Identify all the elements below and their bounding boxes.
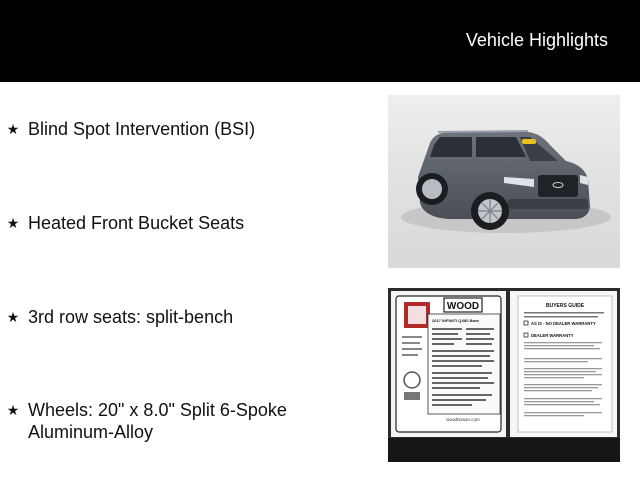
- dealer-warranty-option-text: DEALER WARRANTY: [531, 333, 574, 338]
- buyers-guide-title: BUYERS GUIDE: [545, 303, 585, 309]
- window-sticker-photo: [388, 288, 620, 462]
- vehicle-photo: [388, 95, 620, 268]
- vehicle-title-text: 2017 INFINITI QX80 Base: [432, 318, 480, 323]
- as-is-option-text: AS IS - NO DEALER WARRANTY: [531, 321, 596, 326]
- feature-text-line: Wheels: 20" x 8.0" Split 6-Spoke: [28, 400, 287, 420]
- feature-text: Blind Spot Intervention (BSI): [28, 119, 256, 139]
- star-icon: ★: [6, 215, 20, 231]
- star-icon: ★: [6, 121, 20, 137]
- feature-list: [6, 0, 376, 480]
- feature-item: [6, 118, 376, 140]
- feature-item: [6, 212, 376, 234]
- feature-text-line: Aluminum-Alloy: [28, 422, 154, 442]
- dealer-logo-text: WOOD: [446, 301, 480, 312]
- feature-text: Heated Front Bucket Seats: [28, 213, 245, 233]
- feature-item: [6, 399, 376, 443]
- star-icon: ★: [6, 402, 20, 418]
- feature-item: [6, 306, 376, 328]
- feature-text: [28, 399, 287, 443]
- page-title: Vehicle Highlights: [465, 30, 608, 50]
- star-icon: ★: [6, 309, 20, 325]
- feature-text: 3rd row seats: split-bench: [28, 307, 234, 327]
- dealer-website-text: woodnissan.com: [446, 417, 480, 422]
